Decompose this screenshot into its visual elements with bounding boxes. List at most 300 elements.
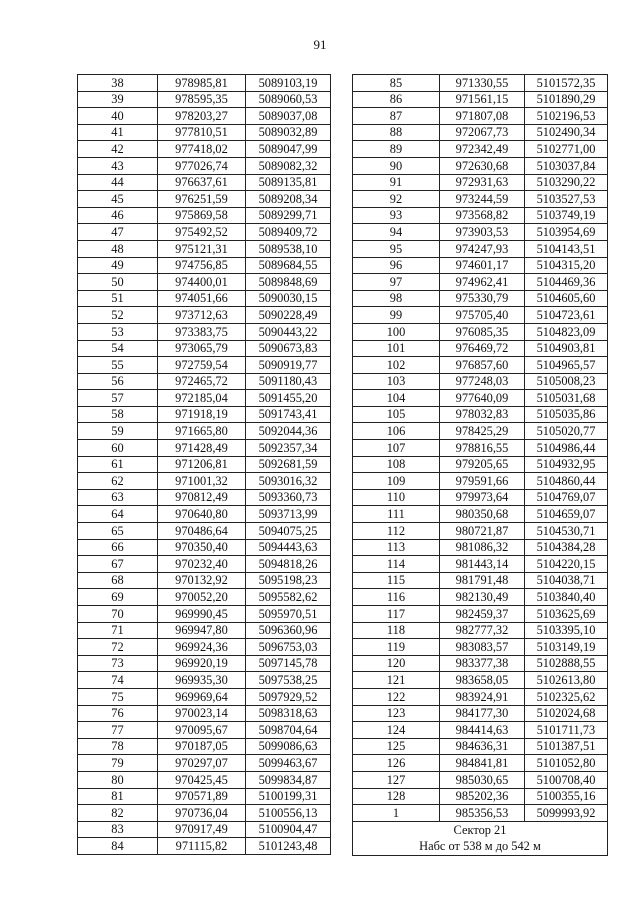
coord-y: 5105031,68: [525, 390, 608, 407]
coord-y: 5095582,62: [246, 589, 331, 606]
coord-x: 976251,59: [158, 191, 246, 208]
table-row: [353, 406, 608, 423]
coord-x: 977418,02: [158, 141, 246, 158]
point-number: 112: [353, 523, 440, 540]
coord-x: 971665,80: [158, 423, 246, 440]
point-number: 121: [353, 672, 440, 689]
table-row: [78, 323, 331, 340]
point-number: 101: [353, 340, 440, 357]
point-number: 91: [353, 174, 440, 191]
coord-x: 969947,80: [158, 622, 246, 639]
point-number: 45: [78, 191, 158, 208]
point-number: 87: [353, 108, 440, 125]
coord-x: 970095,67: [158, 722, 246, 739]
point-number: 68: [78, 572, 158, 589]
coord-y: 5101572,35: [525, 75, 608, 92]
table-row: [78, 440, 331, 457]
coord-y: 5104903,81: [525, 340, 608, 357]
coord-y: 5104860,44: [525, 473, 608, 490]
coord-x: 981443,14: [440, 556, 525, 573]
table-row: [353, 207, 608, 224]
table-row: [353, 307, 608, 324]
point-number: 94: [353, 224, 440, 241]
coord-y: 5092357,34: [246, 440, 331, 457]
coord-y: 5090030,15: [246, 290, 331, 307]
coord-x: 985356,53: [440, 805, 525, 822]
coord-x: 976637,61: [158, 174, 246, 191]
coord-y: 5102613,80: [525, 672, 608, 689]
coord-y: 5103527,53: [525, 191, 608, 208]
coord-y: 5089103,19: [246, 75, 331, 92]
coord-x: 983083,57: [440, 639, 525, 656]
point-number: 73: [78, 655, 158, 672]
coord-x: 976469,72: [440, 340, 525, 357]
point-number: 83: [78, 821, 158, 838]
point-number: 69: [78, 589, 158, 606]
coord-y: 5099086,63: [246, 738, 331, 755]
coord-y: 5093713,99: [246, 506, 331, 523]
coord-x: 971206,81: [158, 456, 246, 473]
point-number: 98: [353, 290, 440, 307]
coord-y: 5094818,26: [246, 556, 331, 573]
coord-y: 5096360,96: [246, 622, 331, 639]
coord-y: 5103954,69: [525, 224, 608, 241]
coord-x: 971330,55: [440, 75, 525, 92]
coord-x: 969920,19: [158, 655, 246, 672]
table-row: [78, 506, 331, 523]
coord-x: 978816,55: [440, 440, 525, 457]
table-row: [78, 705, 331, 722]
coord-y: 5092681,59: [246, 456, 331, 473]
point-number: 110: [353, 489, 440, 506]
coord-x: 977640,09: [440, 390, 525, 407]
point-number: 90: [353, 157, 440, 174]
coord-y: 5094443,63: [246, 539, 331, 556]
coord-y: 5104823,09: [525, 323, 608, 340]
coord-y: 5104384,28: [525, 539, 608, 556]
table-row: [78, 805, 331, 822]
table-row: [353, 373, 608, 390]
point-number: 47: [78, 224, 158, 241]
coord-y: 5097929,52: [246, 688, 331, 705]
coord-x: 974051,66: [158, 290, 246, 307]
coord-y: 5103149,19: [525, 639, 608, 656]
point-number: 86: [353, 91, 440, 108]
sector-row: [353, 821, 608, 855]
table-row: [78, 124, 331, 141]
coord-y: 5104469,36: [525, 274, 608, 291]
point-number: 122: [353, 688, 440, 705]
coordinates-table-left: [77, 74, 331, 855]
coord-y: 5101711,73: [525, 722, 608, 739]
coord-x: 980721,87: [440, 523, 525, 540]
coord-y: 5091180,43: [246, 373, 331, 390]
coord-y: 5098318,63: [246, 705, 331, 722]
coord-x: 982130,49: [440, 589, 525, 606]
point-number: 54: [78, 340, 158, 357]
point-number: 82: [78, 805, 158, 822]
table-row: [353, 489, 608, 506]
point-number: 126: [353, 755, 440, 772]
coord-x: 970187,05: [158, 738, 246, 755]
coord-y: 5092044,36: [246, 423, 331, 440]
point-number: 58: [78, 406, 158, 423]
point-number: 108: [353, 456, 440, 473]
coord-x: 977026,74: [158, 157, 246, 174]
coord-y: 5100904,47: [246, 821, 331, 838]
table-row: [78, 639, 331, 656]
point-number: 44: [78, 174, 158, 191]
table-row: [353, 622, 608, 639]
coord-x: 971428,49: [158, 440, 246, 457]
coord-x: 976857,60: [440, 357, 525, 374]
coord-y: 5105035,86: [525, 406, 608, 423]
coord-x: 972342,49: [440, 141, 525, 158]
point-number: 107: [353, 440, 440, 457]
coord-x: 970571,89: [158, 788, 246, 805]
table-row: [78, 108, 331, 125]
coord-y: 5090673,83: [246, 340, 331, 357]
table-row: [78, 307, 331, 324]
point-number: 99: [353, 307, 440, 324]
table-row: [353, 224, 608, 241]
table-row: [78, 655, 331, 672]
coord-y: 5104659,07: [525, 506, 608, 523]
point-number: 65: [78, 523, 158, 540]
table-row: [78, 406, 331, 423]
table-row: [78, 672, 331, 689]
coord-y: 5101243,48: [246, 838, 331, 855]
coord-x: 971918,19: [158, 406, 246, 423]
table-row: [78, 838, 331, 855]
coord-y: 5104220,15: [525, 556, 608, 573]
coord-x: 971807,08: [440, 108, 525, 125]
table-row: [78, 141, 331, 158]
coord-x: 970736,04: [158, 805, 246, 822]
coord-y: 5093360,73: [246, 489, 331, 506]
coord-x: 969924,36: [158, 639, 246, 656]
coord-y: 5099463,67: [246, 755, 331, 772]
point-number: 117: [353, 606, 440, 623]
coord-y: 5102490,34: [525, 124, 608, 141]
point-number: 100: [353, 323, 440, 340]
coord-y: 5103037,84: [525, 157, 608, 174]
table-row: [78, 423, 331, 440]
coord-y: 5102024,68: [525, 705, 608, 722]
point-number: 95: [353, 240, 440, 257]
coord-y: 5090228,49: [246, 307, 331, 324]
coord-x: 970132,92: [158, 572, 246, 589]
point-number: 60: [78, 440, 158, 457]
sector-depth: Набс от 538 м до 542 м: [419, 839, 541, 854]
coord-y: 5089047,99: [246, 141, 331, 158]
coord-y: 5105008,23: [525, 373, 608, 390]
coord-y: 5089037,08: [246, 108, 331, 125]
point-number: 71: [78, 622, 158, 639]
coord-x: 975869,58: [158, 207, 246, 224]
table-row: [78, 539, 331, 556]
point-number: 64: [78, 506, 158, 523]
table-row: [78, 456, 331, 473]
table-row: [353, 606, 608, 623]
table-row: [353, 440, 608, 457]
coord-y: 5100355,16: [525, 788, 608, 805]
point-number: 38: [78, 75, 158, 92]
coord-x: 970023,14: [158, 705, 246, 722]
coord-x: 981086,32: [440, 539, 525, 556]
coord-y: 5089299,71: [246, 207, 331, 224]
point-number: 75: [78, 688, 158, 705]
coord-y: 5104143,51: [525, 240, 608, 257]
point-number: 84: [78, 838, 158, 855]
table-row: [78, 489, 331, 506]
table-row: [353, 738, 608, 755]
coord-y: 5099993,92: [525, 805, 608, 822]
point-number: 50: [78, 274, 158, 291]
coord-y: 5093016,32: [246, 473, 331, 490]
table-row: [353, 572, 608, 589]
table-row: [78, 224, 331, 241]
table-row: [78, 240, 331, 257]
table-row: [78, 788, 331, 805]
coord-x: 970812,49: [158, 489, 246, 506]
coord-x: 974962,41: [440, 274, 525, 291]
point-number: 1: [353, 805, 440, 822]
coord-y: 5104530,71: [525, 523, 608, 540]
coord-x: 978595,35: [158, 91, 246, 108]
point-number: 125: [353, 738, 440, 755]
table-row: [353, 805, 608, 822]
coord-x: 978032,83: [440, 406, 525, 423]
coord-y: 5103749,19: [525, 207, 608, 224]
coord-y: 5096753,03: [246, 639, 331, 656]
point-number: 43: [78, 157, 158, 174]
point-number: 52: [78, 307, 158, 324]
point-number: 89: [353, 141, 440, 158]
coord-x: 972067,73: [440, 124, 525, 141]
table-row: [353, 340, 608, 357]
point-number: 111: [353, 506, 440, 523]
coord-x: 974400,01: [158, 274, 246, 291]
point-number: 113: [353, 539, 440, 556]
coord-x: 971115,82: [158, 838, 246, 855]
coord-x: 969935,30: [158, 672, 246, 689]
coord-y: 5104769,07: [525, 489, 608, 506]
coord-y: 5104965,57: [525, 357, 608, 374]
coord-y: 5091455,20: [246, 390, 331, 407]
table-row: [353, 240, 608, 257]
table-row: [353, 141, 608, 158]
coord-x: 983658,05: [440, 672, 525, 689]
point-number: 118: [353, 622, 440, 639]
table-row: [78, 91, 331, 108]
coord-x: 979205,65: [440, 456, 525, 473]
coord-x: 980350,68: [440, 506, 525, 523]
coord-y: 5102771,00: [525, 141, 608, 158]
coord-y: 5089135,81: [246, 174, 331, 191]
table-row: [78, 390, 331, 407]
coord-x: 971561,15: [440, 91, 525, 108]
coord-y: 5102196,53: [525, 108, 608, 125]
table-row: [78, 373, 331, 390]
coord-y: 5099834,87: [246, 771, 331, 788]
coord-x: 974601,17: [440, 257, 525, 274]
coord-x: 973244,59: [440, 191, 525, 208]
coord-y: 5101890,29: [525, 91, 608, 108]
table-row: [353, 456, 608, 473]
coord-x: 972185,04: [158, 390, 246, 407]
table-row: [78, 589, 331, 606]
coord-x: 973568,82: [440, 207, 525, 224]
coord-x: 973065,79: [158, 340, 246, 357]
point-number: 105: [353, 406, 440, 423]
table-row: [353, 688, 608, 705]
table-row: [78, 606, 331, 623]
point-number: 72: [78, 639, 158, 656]
point-number: 81: [78, 788, 158, 805]
table-row: [78, 257, 331, 274]
point-number: 42: [78, 141, 158, 158]
coord-y: 5100199,31: [246, 788, 331, 805]
table-row: [353, 290, 608, 307]
table-row: [353, 75, 608, 92]
table-row: [353, 672, 608, 689]
table-row: [78, 274, 331, 291]
table-row: [353, 639, 608, 656]
point-number: 88: [353, 124, 440, 141]
page-number: 91: [313, 37, 327, 52]
point-number: 119: [353, 639, 440, 656]
point-number: 63: [78, 489, 158, 506]
table-row: [353, 705, 608, 722]
coord-x: 971001,32: [158, 473, 246, 490]
point-number: 103: [353, 373, 440, 390]
coord-x: 973903,53: [440, 224, 525, 241]
coord-x: 979591,66: [440, 473, 525, 490]
point-number: 46: [78, 207, 158, 224]
coord-x: 984414,63: [440, 722, 525, 739]
point-number: 57: [78, 390, 158, 407]
coord-x: 974756,85: [158, 257, 246, 274]
point-number: 124: [353, 722, 440, 739]
coord-y: 5090919,77: [246, 357, 331, 374]
table-row: [78, 191, 331, 208]
coordinates-table-right: [352, 74, 608, 856]
table-row: [353, 755, 608, 772]
coord-x: 969990,45: [158, 606, 246, 623]
table-row: [78, 722, 331, 739]
coord-y: 5089208,34: [246, 191, 331, 208]
coord-x: 985030,65: [440, 771, 525, 788]
coord-y: 5102325,62: [525, 688, 608, 705]
table-row: [353, 788, 608, 805]
table-row: [353, 157, 608, 174]
coord-x: 983924,91: [440, 688, 525, 705]
coord-y: 5101052,80: [525, 755, 608, 772]
coord-y: 5103290,22: [525, 174, 608, 191]
coord-x: 970486,64: [158, 523, 246, 540]
table-row: [353, 655, 608, 672]
coord-y: 5089032,89: [246, 124, 331, 141]
point-number: 128: [353, 788, 440, 805]
table-row: [353, 589, 608, 606]
point-number: 115: [353, 572, 440, 589]
table-row: [353, 506, 608, 523]
point-number: 49: [78, 257, 158, 274]
coord-y: 5104986,44: [525, 440, 608, 457]
point-number: 56: [78, 373, 158, 390]
coord-y: 5103395,10: [525, 622, 608, 639]
table-row: [78, 174, 331, 191]
table-row: [353, 473, 608, 490]
point-number: 79: [78, 755, 158, 772]
coord-x: 982777,32: [440, 622, 525, 639]
coord-y: 5091743,41: [246, 406, 331, 423]
table-row: [353, 523, 608, 540]
table-row: [78, 75, 331, 92]
table-row: [78, 688, 331, 705]
coord-x: 984636,31: [440, 738, 525, 755]
coord-x: 975705,40: [440, 307, 525, 324]
coord-x: 982459,37: [440, 606, 525, 623]
table-row: [78, 157, 331, 174]
table-row: [78, 340, 331, 357]
coord-y: 5104605,60: [525, 290, 608, 307]
coord-x: 972759,54: [158, 357, 246, 374]
table-row: [353, 539, 608, 556]
coord-y: 5094075,25: [246, 523, 331, 540]
point-number: 92: [353, 191, 440, 208]
coord-x: 985202,36: [440, 788, 525, 805]
coord-x: 972931,63: [440, 174, 525, 191]
table-row: [78, 622, 331, 639]
point-number: 123: [353, 705, 440, 722]
coord-x: 970232,40: [158, 556, 246, 573]
point-number: 48: [78, 240, 158, 257]
table-row: [78, 523, 331, 540]
point-number: 39: [78, 91, 158, 108]
coord-x: 977810,51: [158, 124, 246, 141]
table-row: [78, 207, 331, 224]
coord-y: 5100708,40: [525, 771, 608, 788]
coord-y: 5090443,22: [246, 323, 331, 340]
coord-x: 984841,81: [440, 755, 525, 772]
coord-x: 975121,31: [158, 240, 246, 257]
table-row: [78, 290, 331, 307]
coord-x: 970425,45: [158, 771, 246, 788]
point-number: 61: [78, 456, 158, 473]
table-row: [78, 738, 331, 755]
table-row: [78, 572, 331, 589]
table-row: [78, 821, 331, 838]
coord-x: 970052,20: [158, 589, 246, 606]
point-number: 116: [353, 589, 440, 606]
coord-y: 5095198,23: [246, 572, 331, 589]
point-number: 78: [78, 738, 158, 755]
coord-x: 970350,40: [158, 539, 246, 556]
coord-y: 5102888,55: [525, 655, 608, 672]
coord-y: 5097538,25: [246, 672, 331, 689]
coord-y: 5104932,95: [525, 456, 608, 473]
coord-x: 975330,79: [440, 290, 525, 307]
point-number: 106: [353, 423, 440, 440]
table-row: [353, 108, 608, 125]
coord-x: 979973,64: [440, 489, 525, 506]
point-number: 114: [353, 556, 440, 573]
table-row: [353, 124, 608, 141]
table-row: [353, 423, 608, 440]
point-number: 93: [353, 207, 440, 224]
